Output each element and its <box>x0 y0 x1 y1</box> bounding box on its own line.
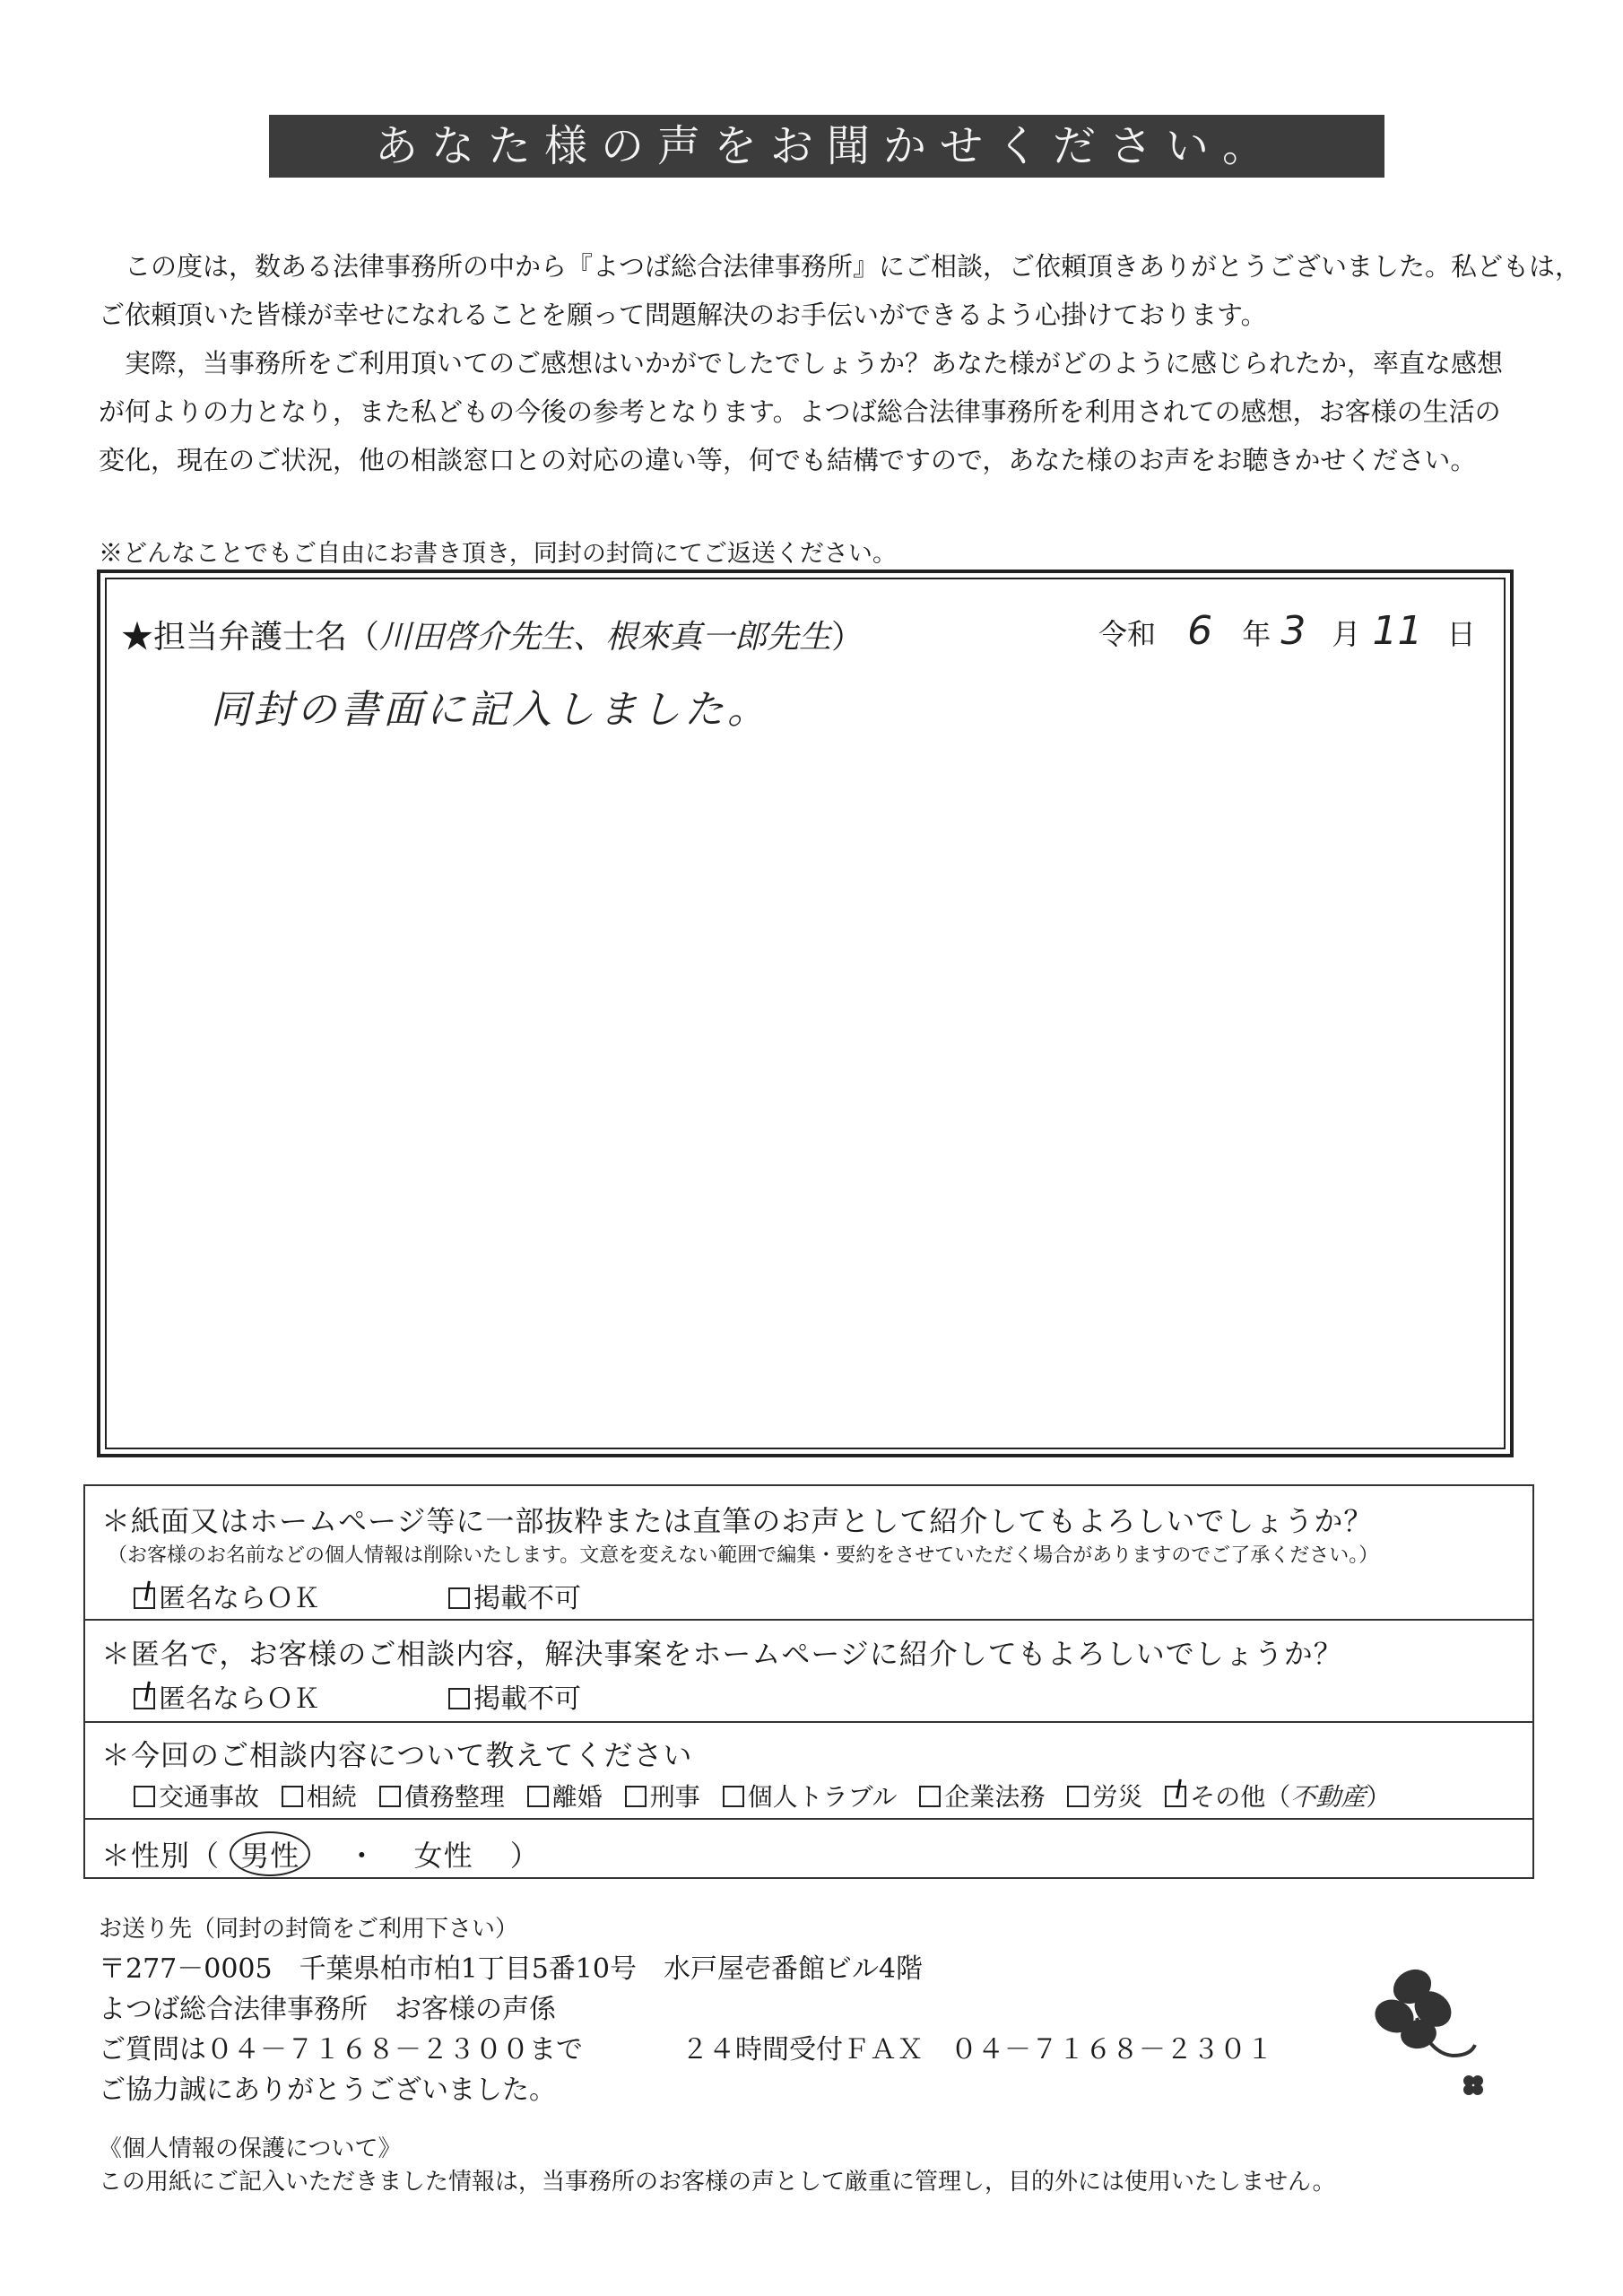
date-day[interactable]: 11 <box>1372 608 1423 654</box>
checkbox-checked-icon <box>134 1688 155 1709</box>
instruction-note: ※どんなことでもご自由にお書き頂き，同封の封筒にてご返送ください。 <box>99 540 897 568</box>
privacy-title: 《個人情報の保護について》 <box>99 2135 402 2162</box>
option-corporate-law[interactable]: 企業法務 <box>919 1782 1045 1812</box>
date-month-label: 月 <box>1332 617 1361 651</box>
q1-option-anonymous-ok[interactable]: 匿名ならＯＫ <box>134 1576 320 1615</box>
intro-line-1: この度は，数ある法律事務所の中から『よつば総合法律事務所』にご相談，ご依頼頂きありがとうございました。私どもは， <box>125 251 1582 282</box>
option-divorce[interactable]: 離婚 <box>527 1782 603 1812</box>
q1-option-no-publish[interactable]: 掲載不可 <box>448 1576 581 1615</box>
handwritten-comment[interactable]: 同封の書面に記入しました。 <box>211 687 770 733</box>
address: 〒277－0005 千葉県柏市柏1丁目5番10号 水戸屋壱番館ビル4階 <box>99 1953 924 1985</box>
option-traffic-accident[interactable]: 交通事故 <box>134 1782 259 1812</box>
q1-question: ＊紙面又はホームページ等に一部抜粋または直筆のお声として紹介してもよろしいでしょうか？ <box>101 1504 1374 1538</box>
survey-section <box>83 1484 1534 1879</box>
q3-question: ＊今回のご相談内容について教えてください <box>101 1738 693 1772</box>
date-field <box>1098 608 1476 654</box>
gender-male-selected[interactable]: 男性 <box>230 1831 310 1876</box>
privacy-text: この用紙にご記入いただきました情報は，当事務所のお客様の声として厳重に管理し，目的外には使用いたしません。 <box>99 2169 1336 2196</box>
q3-options: 交通事故 相続 債務整理 離婚 刑事 個人トラブル 企業法務 労災 その他（不動産） <box>134 1778 1391 1813</box>
checkbox-icon <box>448 1688 470 1709</box>
four-leaf-clover-icon <box>1363 1955 1497 2099</box>
q2-option-anonymous-ok[interactable]: 匿名ならＯＫ <box>134 1676 320 1716</box>
lawyer-close: ） <box>831 619 864 656</box>
intro-line-4: が何よりの力となり，また私どもの今後の参考となります。よつば総合法律事務所を利用されての感想，お客様の生活の <box>99 396 1501 427</box>
send-to-label: お送り先（同封の封筒をご利用下さい） <box>99 1916 519 1943</box>
q2-option-no-publish[interactable]: 掲載不可 <box>448 1676 581 1716</box>
date-year[interactable]: 6 <box>1187 608 1213 654</box>
option-inheritance[interactable]: 相続 <box>282 1782 357 1812</box>
thanks: ご協力誠にありがとうございました。 <box>99 2074 556 2106</box>
date-year-label: 年 <box>1242 617 1271 651</box>
option-criminal[interactable]: 刑事 <box>625 1782 700 1812</box>
checkbox-checked-icon <box>134 1587 155 1609</box>
lawyer-field <box>121 612 864 657</box>
intro-line-2: ご依頼頂いた皆様が幸せになれることを願って問題解決のお手伝いができるよう心掛けております。 <box>99 300 1267 330</box>
option-personal-trouble[interactable]: 個人トラブル <box>723 1782 898 1812</box>
other-value[interactable]: 不動産 <box>1290 1782 1367 1812</box>
gender-female[interactable]: 女性 <box>413 1839 473 1873</box>
date-day-label: 日 <box>1446 617 1476 651</box>
option-workplace-injury[interactable]: 労災 <box>1067 1782 1142 1812</box>
phone: ご質問は０４－７１６８－２３００まで <box>99 2034 583 2066</box>
q4-gender: ＊性別（ 男性 ・ 女性 ） <box>101 1831 540 1876</box>
date-era: 令和 <box>1098 617 1157 651</box>
intro-line-5: 変化，現在のご状況，他の相談窓口との対応の違い等，何でも結構ですので，あなた様のお声をお聴きかせください。 <box>99 445 1477 475</box>
date-month[interactable]: 3 <box>1280 608 1306 654</box>
lawyer-label: ★担当弁護士名（ <box>121 619 380 656</box>
option-other[interactable]: その他 <box>1165 1782 1265 1812</box>
checkbox-icon <box>448 1587 470 1609</box>
q1-subnote: （お客様のお名前などの個人情報は削除いたします。文意を変えない範囲で編集・要約をさせていただく場合がありますのでご了承ください。） <box>108 1544 1379 1567</box>
lawyer-names[interactable]: 川田啓介先生、根來真一郎先生 <box>379 619 832 656</box>
fax: ２４時間受付ＦＡＸ ０４－７１６８－２３０１ <box>681 2034 1273 2066</box>
checkbox-checked-icon <box>1165 1786 1186 1807</box>
q2-question: ＊匿名で，お客様のご相談内容，解決事案をホームページに紹介してもよろしいでしょうか？ <box>101 1637 1343 1671</box>
page-title: あなた様の声をお聞かせください。 <box>269 115 1384 178</box>
office-name: よつば総合法律事務所 お客様の声係 <box>99 1994 556 2025</box>
option-debt[interactable]: 債務整理 <box>379 1782 505 1812</box>
intro-line-3: 実際，当事務所をご利用頂いてのご感想はいかがでしたでしょうか？あなた様がどのように感じられたか，率直な感想 <box>125 348 1504 378</box>
